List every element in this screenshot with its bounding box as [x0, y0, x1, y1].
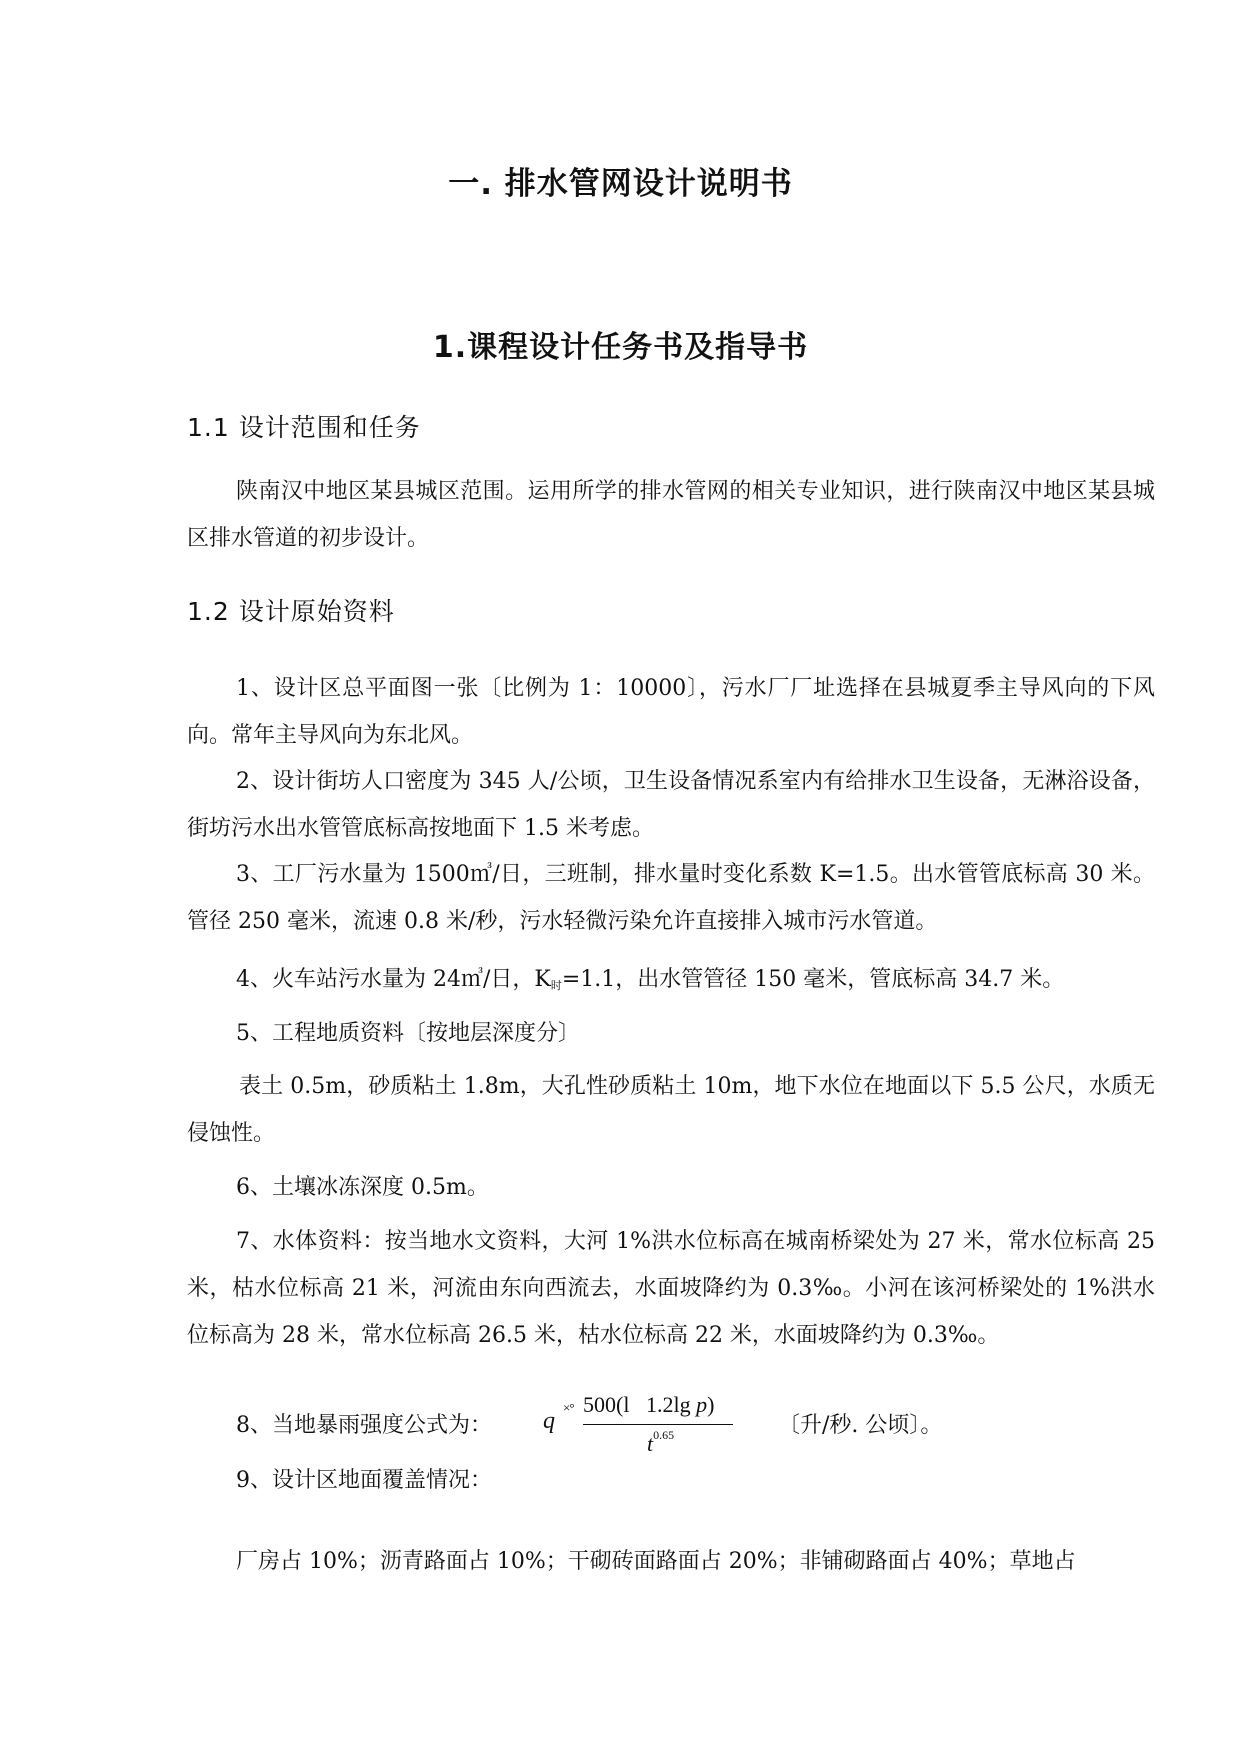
subsection-heading-1-2: 1.2 设计原始资料: [187, 597, 395, 626]
formula-denominator: [647, 1428, 674, 1457]
item-8-prefix: 8、当地暴雨强度公式为：: [236, 1413, 492, 1438]
document-title: 一. 排水管网设计说明书: [448, 166, 793, 202]
formula-garbled-symbol: ×°: [563, 1400, 574, 1415]
item-7-paragraph: 7、水体资料：按当地水文资料，大河 1%洪水位标高在城南桥梁处为 27 米，常水位标高 25 米，枯水位标高 21 米，河流由东向西流去，水面坡降约为 0.3‰。小河在该河桥梁处的 1%洪水位标高为 28 米，常水位标高 26.5 米，枯水位标高 22 米，水面坡降约为 0.3‰。: [187, 1229, 1155, 1348]
subsection-heading-1-1: 1.1 设计范围和任务: [187, 413, 421, 442]
formula-numerator-close: ): [707, 1392, 715, 1417]
item-4-paragraph: [236, 956, 1064, 1009]
scope-paragraph: 陕南汉中地区某县城区范围。运用所学的排水管网的相关专业知识，进行陕南汉中地区某县城区排水管道的初步设计。: [187, 479, 1155, 551]
formula-exponent: 0.65: [653, 1428, 675, 1442]
item-9-paragraph: 9、设计区地面覆盖情况：: [236, 1468, 492, 1493]
formula-lhs: q: [543, 1408, 555, 1434]
item-9-detail-paragraph: 厂房占 10%；沥青路面占 10%；干砌砖面路面占 20%；非铺砌路面占 40%；草地占: [236, 1549, 1076, 1574]
formula-fraction-bar: [583, 1424, 733, 1425]
formula-numerator-part-b: 1.2lg: [645, 1392, 697, 1417]
item-8-unit: 〔升/秒. 公顷〕。: [778, 1413, 943, 1438]
rainfall-intensity-formula: [535, 1390, 765, 1470]
item-1-paragraph: 1、设计区总平面图一张〔比例为 1：10000〕，污水厂厂址选择在县城夏季主导风向的下风向。常年主导风向为东北风。: [187, 676, 1155, 748]
item-4-text-a: 4、火车站污水量为 24㎥/日，K: [236, 967, 551, 992]
item-2-paragraph: 2、设计街坊人口密度为 345 人/公顷，卫生设备情况系室内有给排水卫生设备，无淋浴设备，街坊污水出水管管底标高按地面下 1.5 米考虑。: [187, 769, 1155, 841]
item-4-text-b: =1.1，出水管管径 150 毫米，管底标高 34.7 米。: [561, 967, 1065, 992]
item-6-paragraph: 6、土壤冰冻深度 0.5m。: [236, 1175, 489, 1200]
item-5-detail-paragraph: 表土 0.5m，砂质粘土 1.8m，大孔性砂质粘土 10m，地下水位在地面以下 5.5 公尺，水质无侵蚀性。: [187, 1074, 1155, 1146]
formula-denominator-t: t: [647, 1431, 654, 1456]
formula-numerator: [583, 1392, 714, 1418]
formula-numerator-p: p: [696, 1392, 708, 1417]
item-3-paragraph: 3、工厂污水量为 1500㎥/日，三班制，排水量时变化系数 K=1.5。出水管管底标高 30 米。管径 250 毫米，流速 0.8 米/秒，污水轻微污染允许直接排入城市污水管道。: [187, 862, 1155, 934]
item-5-paragraph: 5、工程地质资料〔按地层深度分〕: [236, 1021, 580, 1046]
item-4-subscript: 时: [550, 979, 562, 992]
formula-numerator-part-a: 500(l: [583, 1392, 630, 1417]
section-heading-1: 1.课程设计任务书及指导书: [432, 330, 809, 365]
